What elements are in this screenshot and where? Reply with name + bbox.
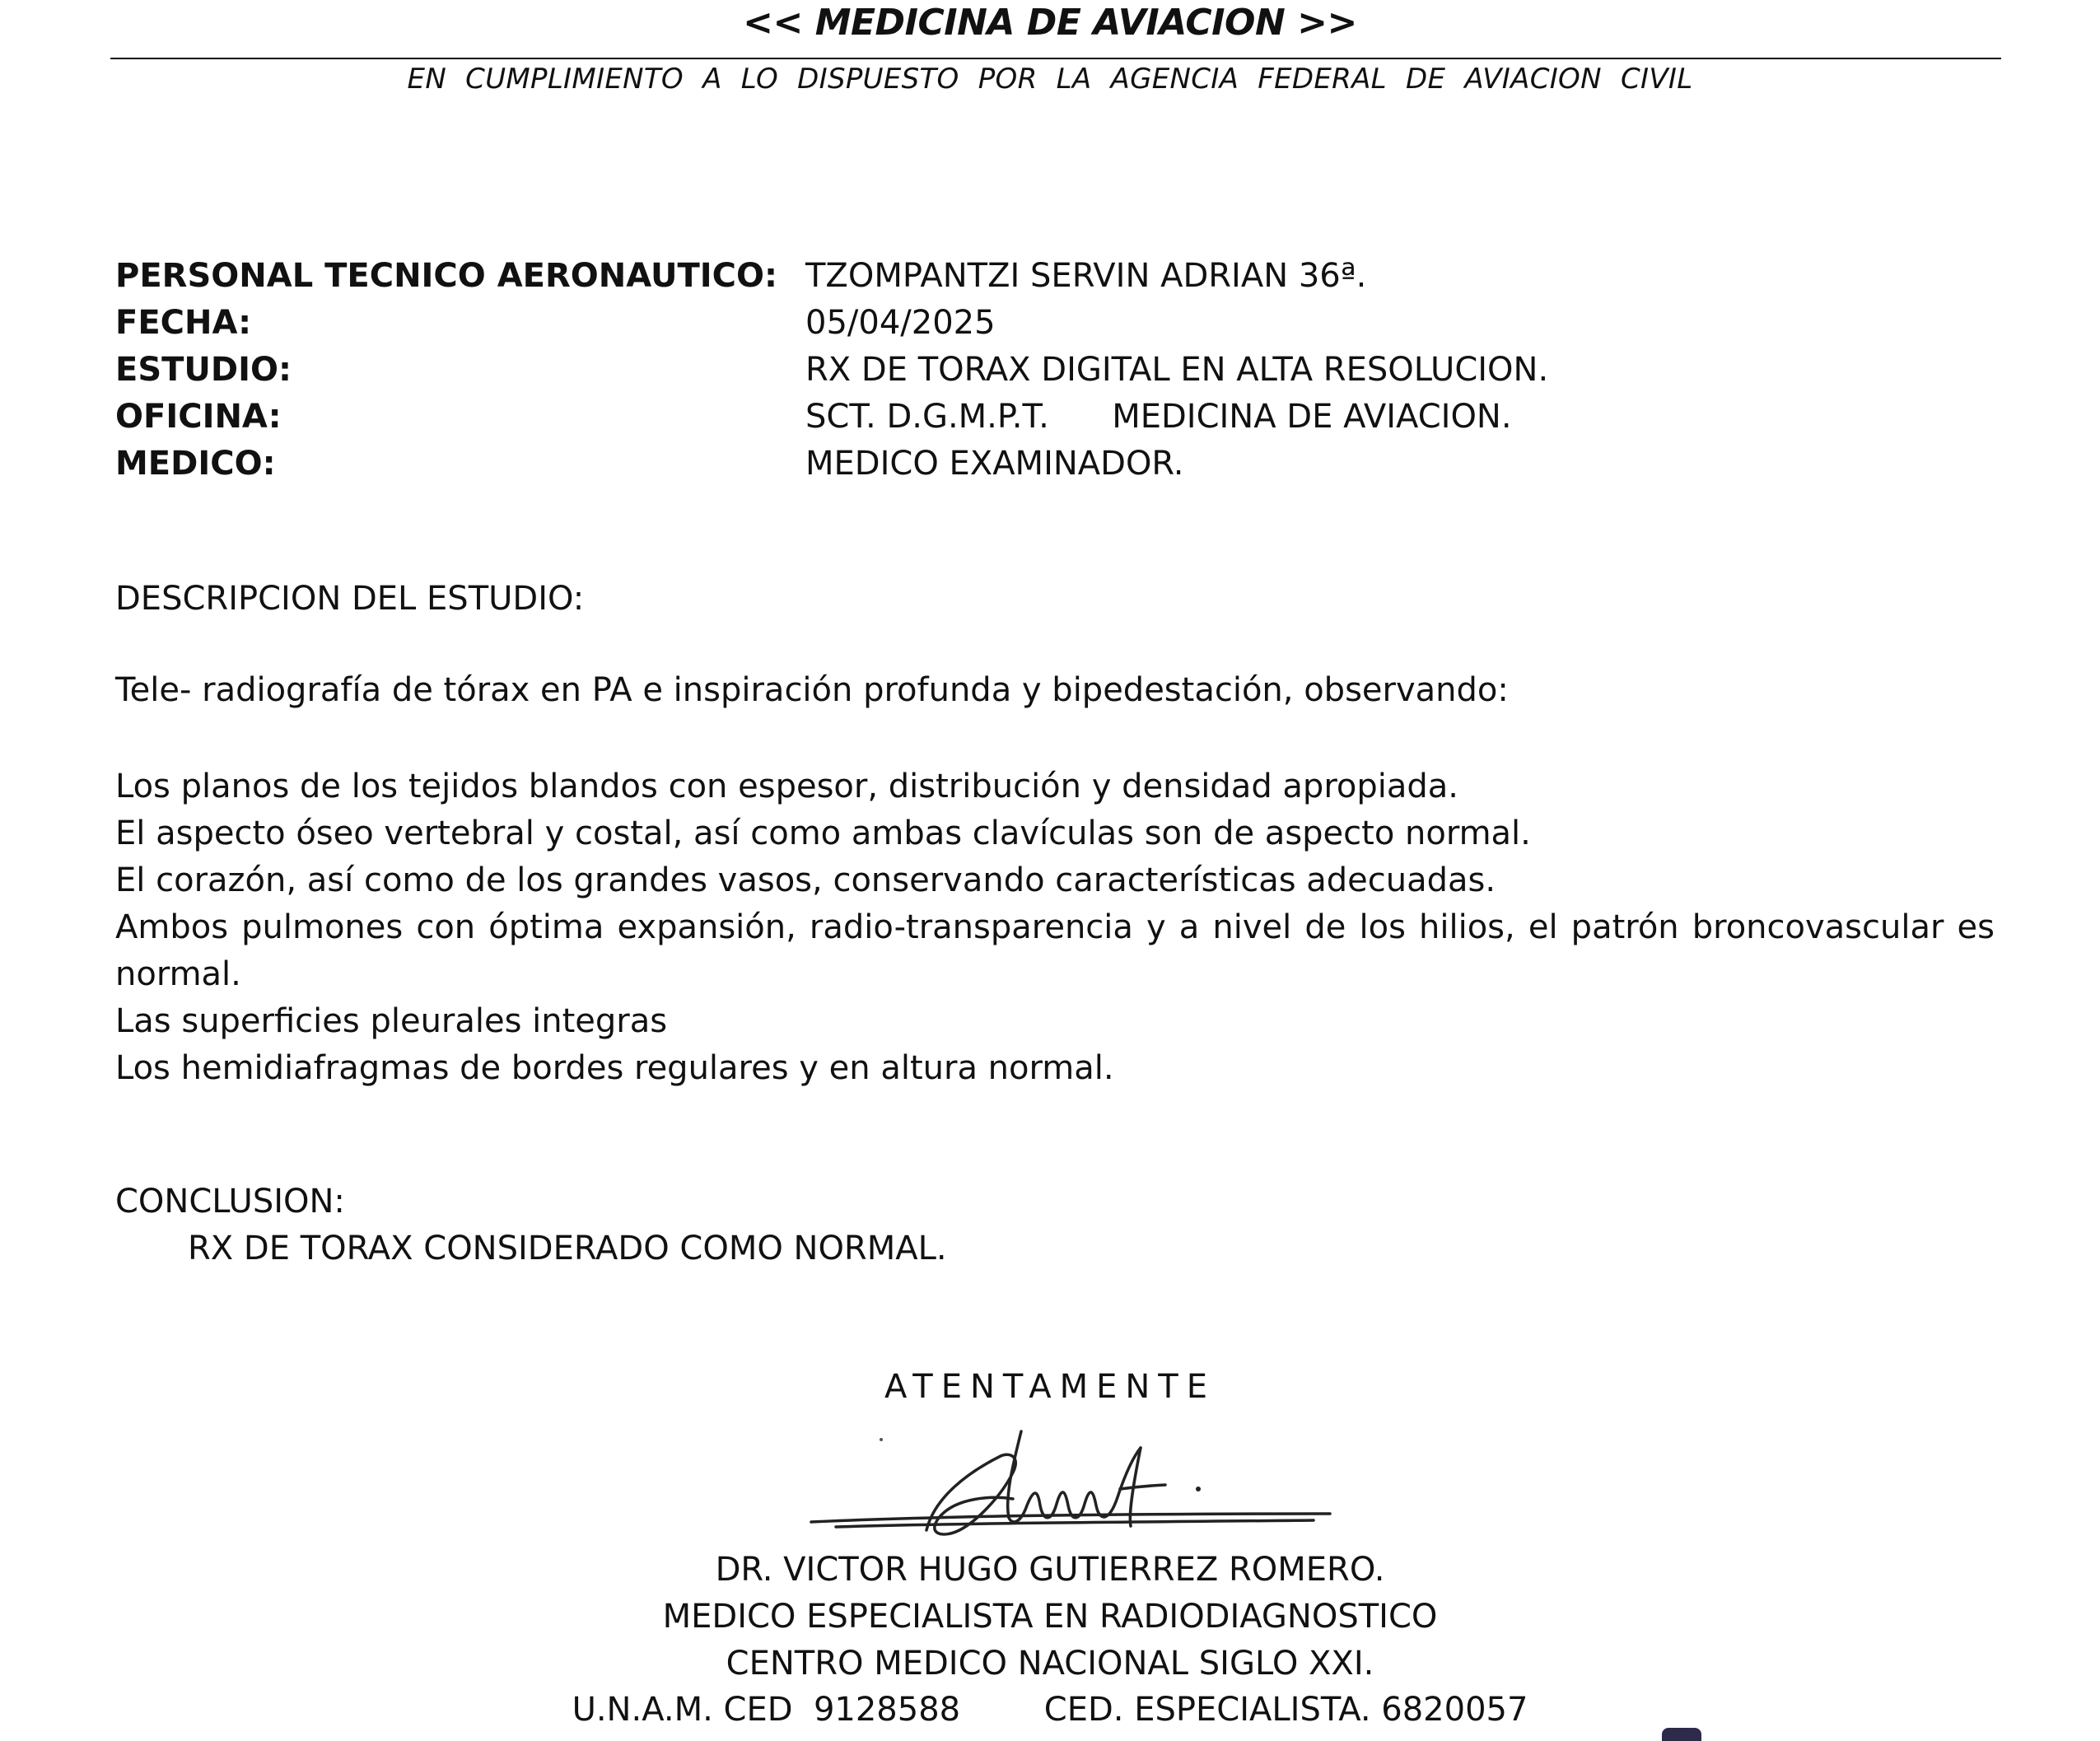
finding-item: El corazón, así como de los grandes vasos, conservando características adecuadas.: [115, 861, 1496, 899]
field-row-personal: [115, 252, 1548, 299]
finding-item: Ambos pulmones con óptima expansión, radio-transparencia y a nivel de los hilios, el patrón broncovascular es normal.: [115, 908, 1995, 993]
field-value-estudio: RX DE TORAX DIGITAL EN ALTA RESOLUCION.: [805, 350, 1549, 389]
page-subtitle: EN CUMPLIMIENTO A LO DISPUESTO POR LA AGENCIA FEDERAL DE AVIACION CIVIL: [407, 63, 1693, 96]
conclusion-heading: CONCLUSION:: [115, 1183, 345, 1221]
field-row-oficina: [115, 393, 1548, 440]
field-label-medico: MEDICO:: [115, 444, 276, 483]
field-value-oficina: SCT. D.G.M.P.T. MEDICINA DE AVIACION.: [805, 397, 1512, 436]
field-label-oficina: OFICINA:: [115, 397, 282, 436]
field-label-estudio: ESTUDIO:: [115, 350, 292, 389]
signer-name: DR. VICTOR HUGO GUTIERREZ ROMERO.: [715, 1551, 1385, 1589]
conclusion-text: RX DE TORAX CONSIDERADO COMO NORMAL.: [188, 1230, 947, 1267]
description-intro: Tele- radiografía de tórax en PA e inspiración profunda y bipedestación, observando:: [115, 671, 1509, 709]
corner-logo-fragment: [1662, 1728, 1701, 1741]
header-divider: [110, 58, 2001, 59]
field-label-fecha: FECHA:: [115, 303, 252, 342]
field-value-personal: TZOMPANTZI SERVIN ADRIAN 36ª.: [805, 256, 1367, 295]
field-row-estudio: [115, 346, 1548, 393]
description-heading: DESCRIPCION DEL ESTUDIO:: [115, 580, 585, 618]
findings-list: [115, 763, 1995, 1092]
field-value-medico: MEDICO EXAMINADOR.: [805, 444, 1184, 483]
closing-salutation: ATENTAMENTE: [884, 1368, 1216, 1406]
field-row-medico: [115, 440, 1548, 487]
signer-institution: CENTRO MEDICO NACIONAL SIGLO XXI.: [726, 1645, 1374, 1683]
field-label-personal: PERSONAL TECNICO AERONAUTICO:: [115, 256, 778, 295]
finding-item: Los planos de los tejidos blandos con espesor, distribución y densidad apropiada.: [115, 768, 1458, 805]
signer-credentials: U.N.A.M. CED 9128588 CED. ESPECIALISTA. 6820057: [572, 1691, 1528, 1729]
handwritten-signature: [803, 1407, 1346, 1563]
field-row-fecha: [115, 299, 1548, 346]
report-fields: [115, 252, 1548, 487]
page-title: << MEDICINA DE AVIACION >>: [743, 2, 1357, 44]
finding-item: Las superficies pleurales integras: [115, 1002, 668, 1040]
finding-item: Los hemidiafragmas de bordes regulares y en altura normal.: [115, 1049, 1114, 1087]
finding-item: El aspecto óseo vertebral y costal, así como ambas clavículas son de aspecto normal.: [115, 814, 1531, 852]
field-value-fecha: 05/04/2025: [805, 303, 996, 342]
signer-title: MEDICO ESPECIALISTA EN RADIODIAGNOSTICO: [662, 1598, 1438, 1636]
